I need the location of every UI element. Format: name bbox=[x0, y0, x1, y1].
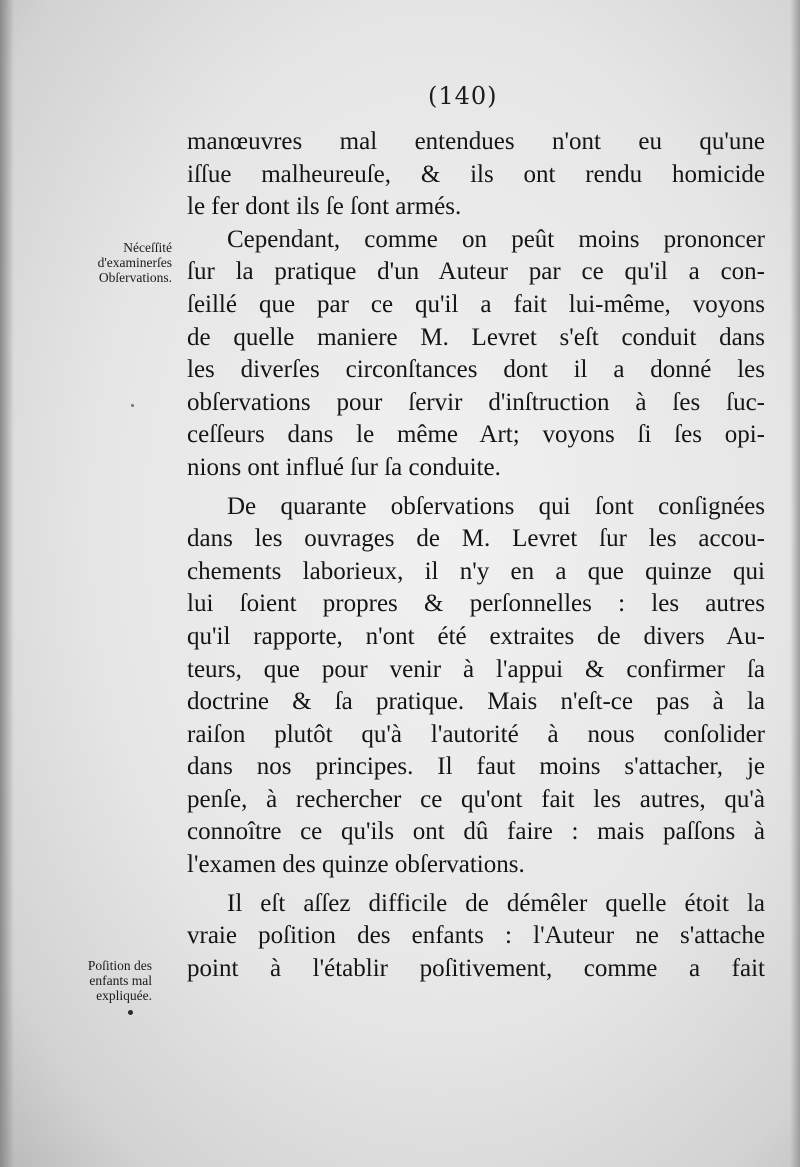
text-line: dans les ouvrages de M. Levret ſur les accou- bbox=[187, 525, 765, 553]
text-line: Cependant, comme on peût moins prononcer bbox=[227, 225, 765, 253]
text-line: doctrine & ſa pratique. Mais n'eſt-ce pas à la bbox=[187, 688, 765, 716]
paragraph-1 bbox=[187, 126, 765, 224]
text-line: obſervations pour ſervir d'inſtruction à ſes ſuc- bbox=[187, 388, 765, 416]
text-line: penſe, à rechercher ce qu'ont fait les autres, qu'à bbox=[187, 785, 765, 813]
paragraph-3 bbox=[187, 491, 765, 882]
margin-note-line: Obſervations. bbox=[98, 270, 172, 285]
margin-note-necessite bbox=[52, 240, 172, 285]
text-line: iſſue malheureuſe, & ils ont rendu homicide bbox=[187, 160, 765, 188]
page-shadow-right bbox=[790, 0, 800, 1167]
paragraph-2 bbox=[187, 224, 765, 485]
body-text bbox=[187, 126, 765, 985]
text-line: ſeillé que par ce qu'il a fait lui-même, voyons bbox=[187, 290, 765, 318]
text-line: de quelle maniere M. Levret s'eſt conduit dans bbox=[187, 323, 765, 351]
margin-note-line: expliquée. bbox=[96, 988, 152, 1003]
text-line: chements laborieux, il n'y en a que quinze qui bbox=[187, 557, 765, 585]
text-line: l'examen des quinze obſervations. bbox=[187, 851, 525, 879]
page-shadow-left bbox=[0, 0, 14, 1167]
text-line: les diverſes circonſtances dont il a donné les bbox=[187, 356, 765, 384]
text-line: point à l'établir poſitivement, comme a fait bbox=[187, 954, 765, 982]
margin-note-line: Poſition des bbox=[87, 958, 152, 973]
text-line: De quarante obſervations qui ſont conſignées bbox=[227, 492, 765, 520]
text-line: lui ſoient propres & perſonnelles : les autres bbox=[187, 590, 765, 618]
text-line: vraie poſition des enfants : l'Auteur ne s'attache bbox=[187, 922, 765, 950]
text-line: qu'il rapporte, n'ont été extraites de divers Au- bbox=[187, 622, 765, 650]
margin-note-position bbox=[32, 958, 152, 1003]
paragraph-4 bbox=[187, 888, 765, 986]
text-line: ceſſeurs dans le même Art; voyons ſi ſes opi- bbox=[187, 421, 765, 449]
margin-note-line: d'examinerſes bbox=[97, 255, 172, 270]
text-line: manœuvres mal entendues n'ont eu qu'une bbox=[187, 128, 765, 155]
ink-speck bbox=[131, 404, 134, 407]
page-number: (140) bbox=[428, 82, 498, 110]
text-line: raiſon plutôt qu'à l'autorité à nous conſolider bbox=[187, 720, 765, 748]
text-line: dans nos principes. Il faut moins s'attacher, je bbox=[187, 753, 765, 781]
text-line: ſur la pratique d'un Auteur par ce qu'il a con- bbox=[187, 258, 765, 286]
text-line: teurs, que pour venir à l'appui & confirmer ſa bbox=[187, 655, 765, 683]
text-line: nions ont influé ſur ſa conduite. bbox=[187, 453, 501, 481]
margin-note-line: enfants mal bbox=[89, 973, 152, 988]
text-line: connoître ce qu'ils ont dû faire : mais paſſons à bbox=[187, 818, 765, 846]
ink-speck bbox=[128, 1010, 133, 1015]
text-line: le fer dont ils ſe ſont armés. bbox=[187, 193, 462, 221]
text-line: Il eſt aſſez difficile de démêler quelle étoit la bbox=[227, 889, 765, 917]
margin-note-line: Néceſſité bbox=[123, 240, 172, 255]
